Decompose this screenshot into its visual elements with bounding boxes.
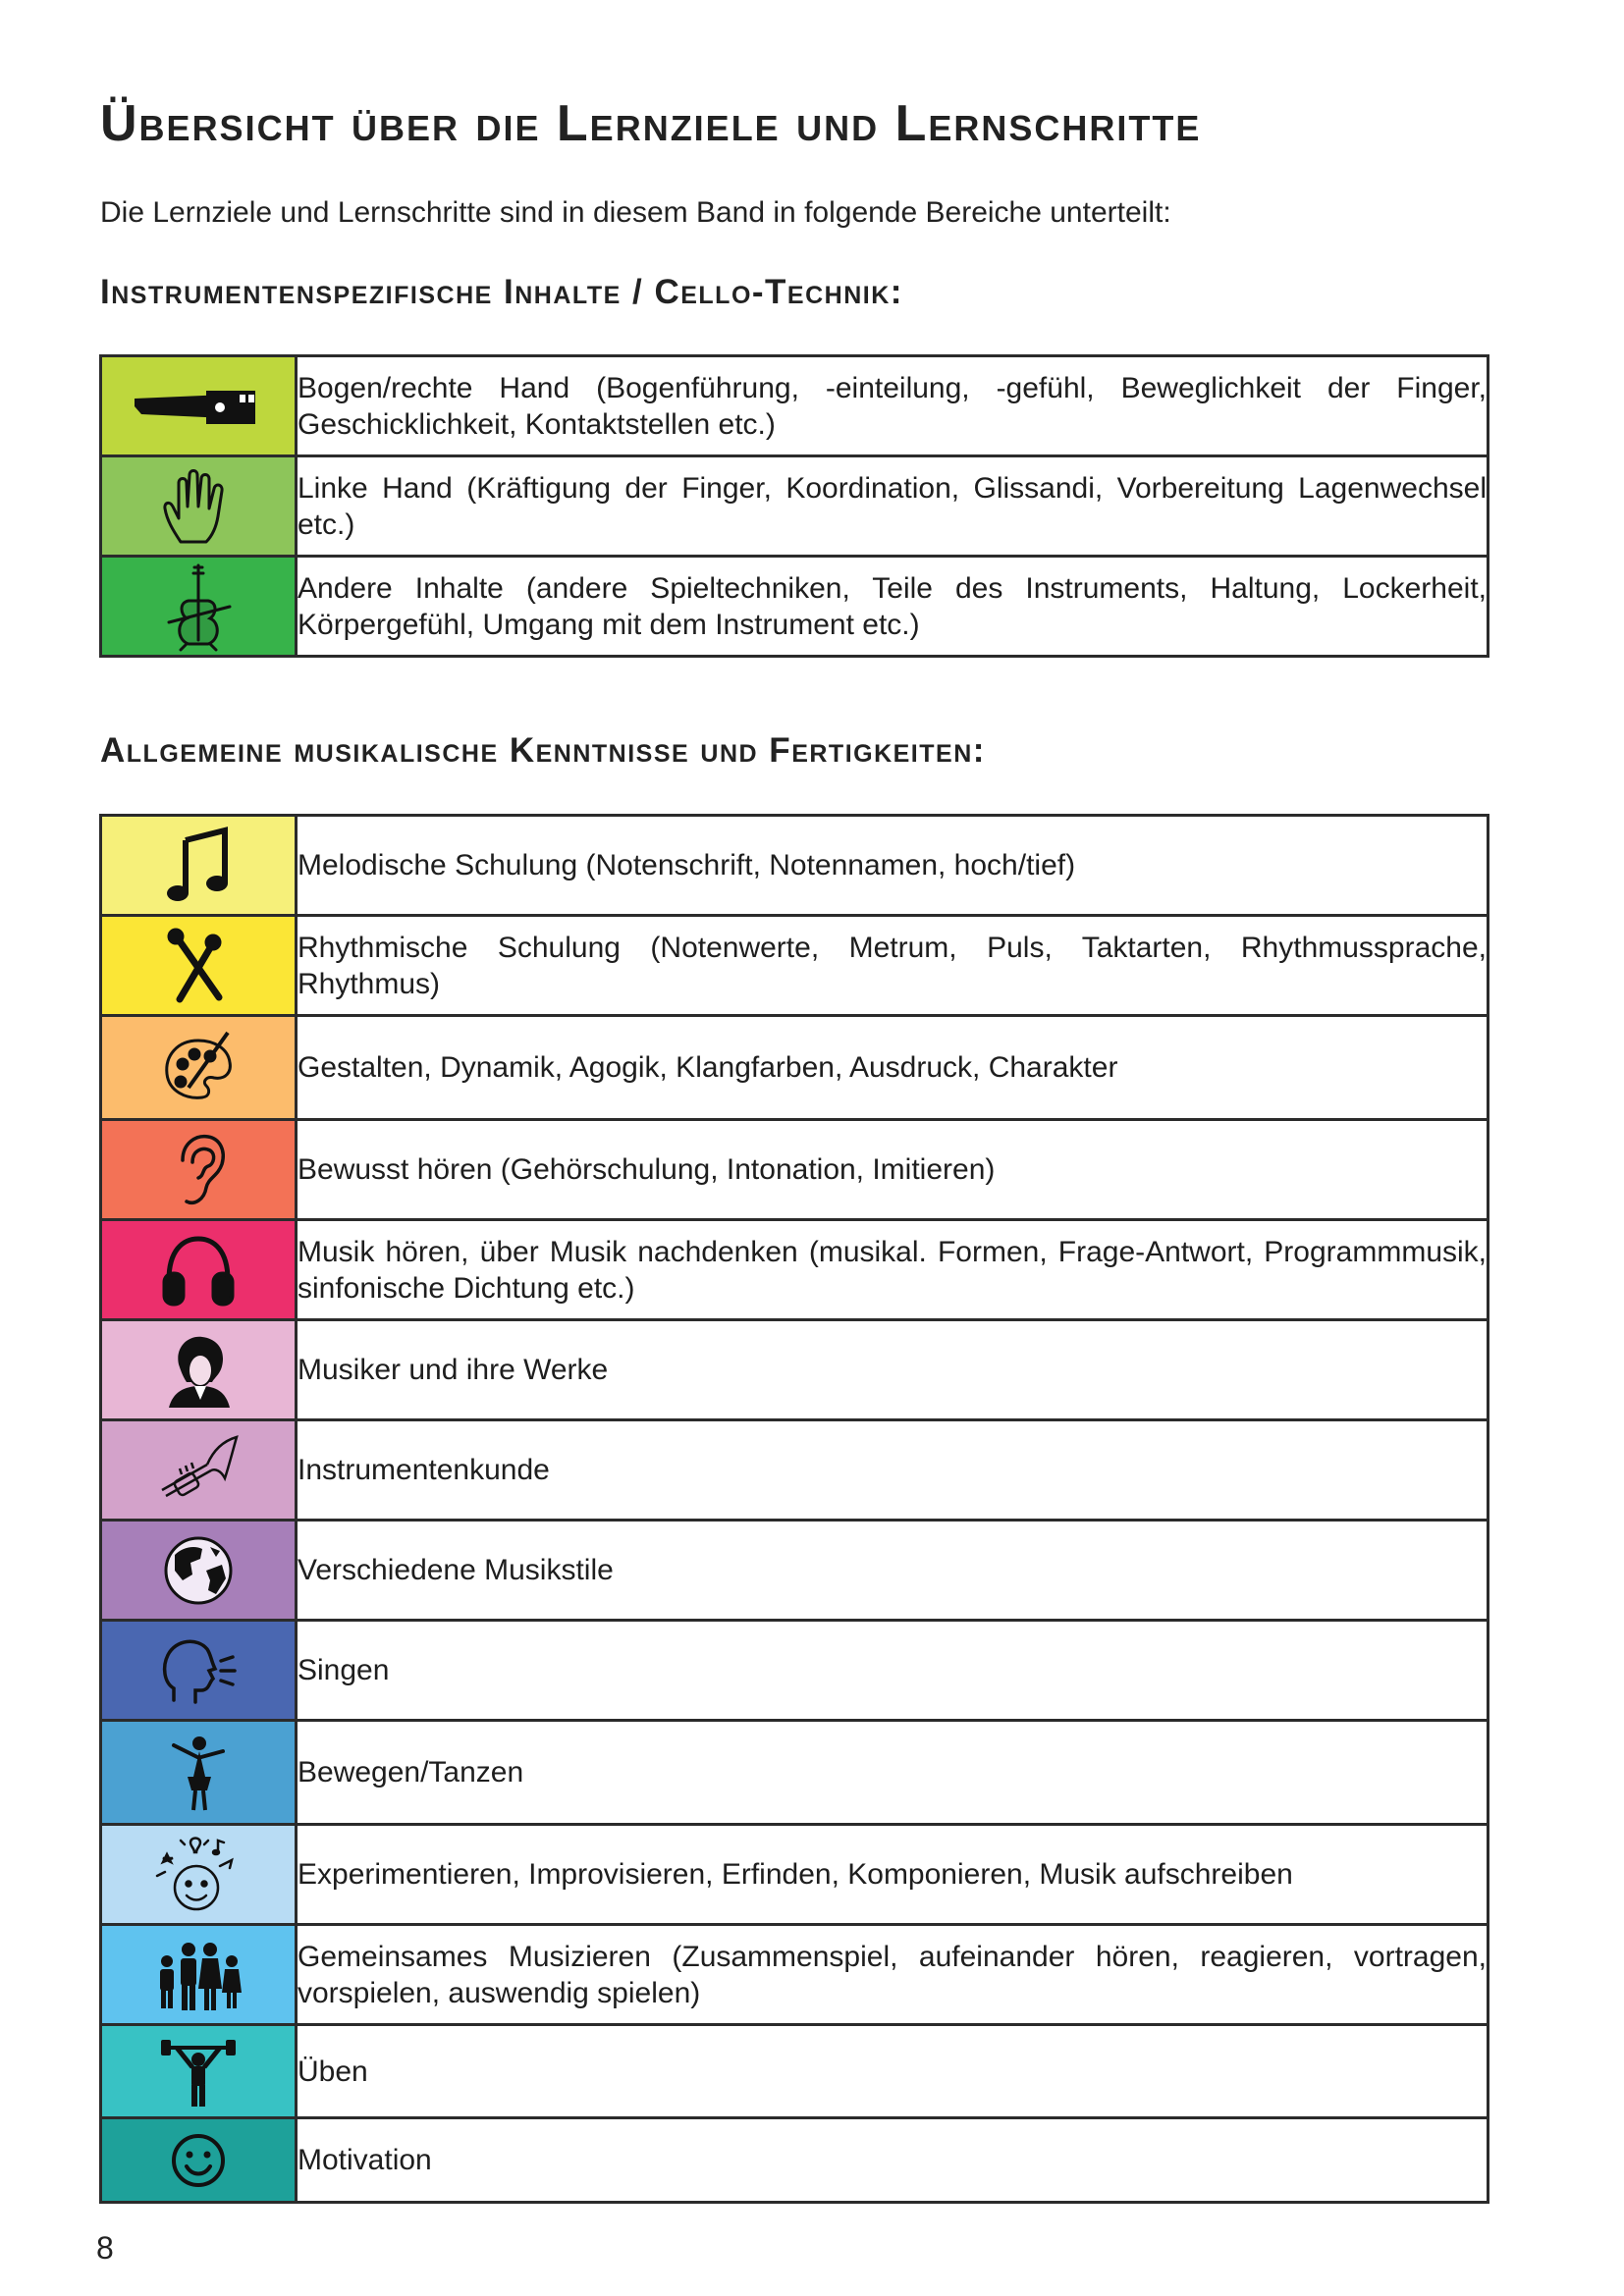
table-allgemeine-kenntnisse [99, 814, 1489, 2204]
goal-text: Verschiedene Musikstile [297, 1521, 1489, 1621]
goal-text: Bewusst hören (Gehörschulung, Intonation, Imitieren) [297, 1120, 1489, 1220]
goal-text: Bewegen/Tanzen [297, 1721, 1489, 1825]
table-cello-technik [99, 354, 1489, 658]
cello-icon [159, 561, 238, 652]
table-row [101, 456, 1489, 557]
icon-cell [101, 816, 297, 916]
goal-text: Experimentieren, Improvisieren, Erfinden, Komponieren, Musik aufschreiben [297, 1825, 1489, 1925]
smiley-icon [169, 2131, 228, 2190]
table-row [101, 557, 1489, 657]
table-row [101, 1016, 1489, 1120]
goal-text: Motivation [297, 2118, 1489, 2203]
singing-head-icon [156, 1631, 241, 1710]
table-row [101, 2118, 1489, 2203]
table-row [101, 1621, 1489, 1721]
goal-text: Andere Inhalte (andere Spieltechniken, Teile des Instruments, Haltung, Lockerheit, Körpergefühl, Umgang mit dem Instrument etc.) [297, 557, 1489, 657]
table-row [101, 1825, 1489, 1925]
table-row [101, 1220, 1489, 1320]
drumsticks-icon [164, 927, 233, 1005]
section-heading-allgemeine-kenntnisse: Allgemeine musikalische Kenntnisse und Fertigkeiten: [100, 731, 986, 770]
icon-cell [101, 356, 297, 456]
hand-icon [159, 465, 238, 548]
icon-cell [101, 1621, 297, 1721]
table-row [101, 1521, 1489, 1621]
goal-text: Singen [297, 1621, 1489, 1721]
goal-text: Melodische Schulung (Notenschrift, Notennamen, hoch/tief) [297, 816, 1489, 916]
icon-cell [101, 1521, 297, 1621]
globe-icon [161, 1533, 236, 1608]
table-row [101, 916, 1489, 1016]
goal-text: Rhythmische Schulung (Notenwerte, Metrum, Puls, Taktarten, Rhythmussprache, Rhythmus) [297, 916, 1489, 1016]
icon-cell [101, 1120, 297, 1220]
goal-text: Instrumentenkunde [297, 1420, 1489, 1521]
music-note-icon [164, 827, 233, 905]
palette-icon [159, 1029, 238, 1107]
dancer-icon [164, 1732, 233, 1814]
icon-cell [101, 1721, 297, 1825]
headphones-icon [159, 1231, 238, 1309]
page-number: 8 [96, 2230, 114, 2266]
icon-cell [101, 916, 297, 1016]
goal-text: Linke Hand (Kräftigung der Finger, Koordination, Glissandi, Vorbereitung Lagenwechsel etc.) [297, 456, 1489, 557]
icon-cell [101, 1220, 297, 1320]
table-row [101, 1420, 1489, 1521]
table-row [101, 2025, 1489, 2118]
table-row [101, 816, 1489, 916]
ear-icon [169, 1131, 228, 1209]
icon-cell [101, 1016, 297, 1120]
table-row [101, 1120, 1489, 1220]
intro-text: Die Lernziele und Lernschritte sind in diesem Band in folgende Bereiche unterteilt: [100, 196, 1171, 229]
goal-text: Gemeinsames Musizieren (Zusammenspiel, aufeinander hören, reagieren, vortragen, vorspielen, auswendig spielen) [297, 1925, 1489, 2025]
page-title: Übersicht über die Lernziele und Lernschritte [100, 95, 1202, 152]
group-icon [151, 1936, 245, 2014]
goal-text: Musik hören, über Musik nachdenken (musikal. Formen, Frage-Antwort, Programmmusik, sinfonische Dichtung etc.) [297, 1220, 1489, 1320]
icon-cell [101, 2118, 297, 2203]
table-row [101, 356, 1489, 456]
icon-cell [101, 2025, 297, 2118]
table-row [101, 1721, 1489, 1825]
icon-cell [101, 1825, 297, 1925]
trumpet-icon [154, 1431, 243, 1510]
table-row [101, 1320, 1489, 1420]
goal-text: Üben [297, 2025, 1489, 2118]
icon-cell [101, 1420, 297, 1521]
goal-text: Bogen/rechte Hand (Bogenführung, -einteilung, -gefühl, Beweglichkeit der Finger, Geschicklichkeit, Kontaktstellen etc.) [297, 356, 1489, 456]
icon-cell [101, 456, 297, 557]
goal-text: Musiker und ihre Werke [297, 1320, 1489, 1420]
goal-text: Gestalten, Dynamik, Agogik, Klangfarben, Ausdruck, Charakter [297, 1016, 1489, 1120]
composer-portrait-icon [159, 1331, 238, 1410]
creative-face-icon [151, 1833, 245, 1917]
weightlifter-icon [159, 2034, 238, 2109]
table-row [101, 1925, 1489, 2025]
bow-icon [130, 377, 267, 436]
icon-cell [101, 557, 297, 657]
section-heading-cello-technik: Instrumentenspezifische Inhalte / Cello-Technik: [100, 273, 903, 311]
icon-cell [101, 1925, 297, 2025]
icon-cell [101, 1320, 297, 1420]
